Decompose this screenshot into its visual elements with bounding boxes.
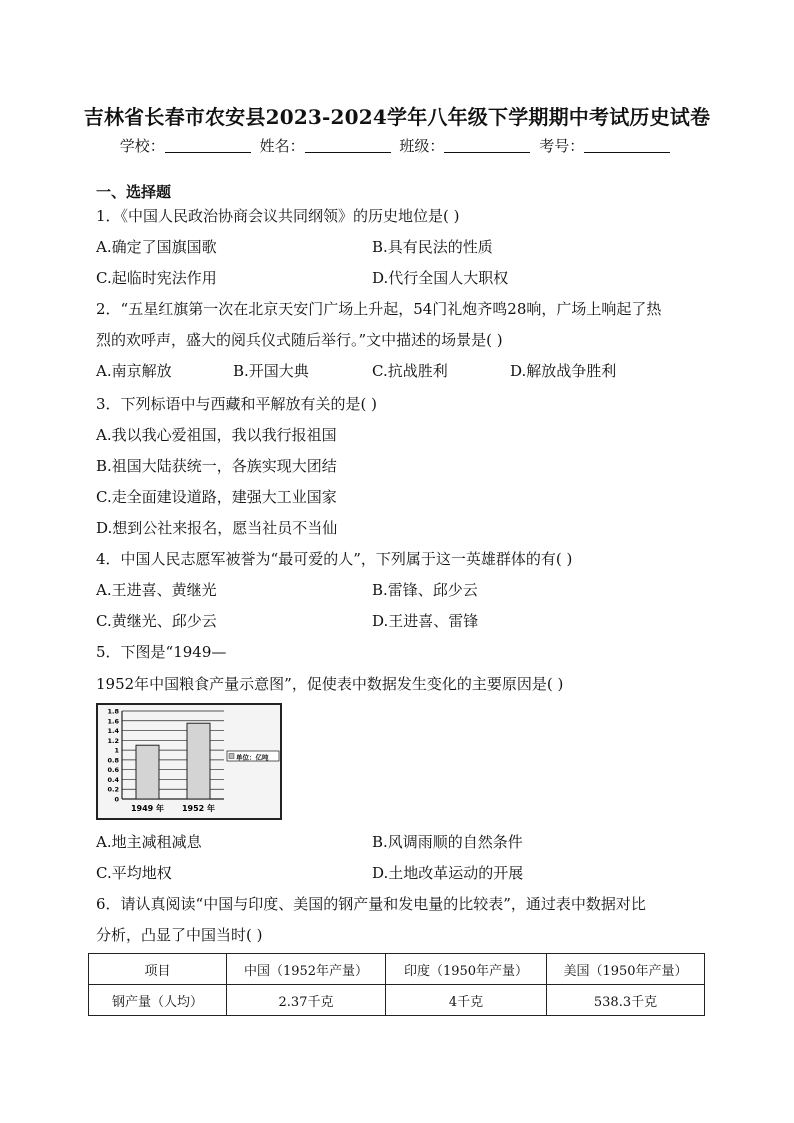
q4-option-a: A.王进喜、黄继光 (96, 581, 217, 599)
q2-stem-line2: 烈的欢呼声，盛大的阅兵仪式随后举行。”文中描述的场景是( ) (96, 331, 503, 349)
q5-stem-line1: 5．下图是“1949— (96, 643, 227, 661)
q5-option-b: B.风调雨顺的自然条件 (372, 833, 523, 851)
q3-option-d: D.想到公社来报名，愿当社员不当仙 (96, 519, 338, 537)
grain-output-chart (96, 703, 282, 820)
q4-option-d: D.王进喜、雷锋 (372, 612, 479, 630)
q6-stem-line2: 分析，凸显了中国当时( ) (96, 926, 263, 944)
school-label: 学校： (119, 137, 165, 155)
q4-option-c: C.黄继光、邱少云 (96, 612, 217, 630)
q1-option-b: B.具有民法的性质 (372, 238, 493, 256)
y-tick-label: 1.6 (107, 717, 119, 726)
grain-output-chart-svg (96, 703, 282, 820)
q1-option-d: D.代行全国人大职权 (372, 269, 509, 287)
y-tick-label: 1 (114, 746, 119, 755)
table-header-cell: 印度（1950年产量） (386, 954, 547, 985)
class-blank (444, 136, 530, 153)
y-tick-label: 1.8 (107, 707, 119, 716)
y-tick-label: 1.4 (107, 727, 119, 736)
exam-no-blank (584, 136, 670, 153)
bar (187, 723, 210, 799)
class-label: 班级： (399, 137, 445, 155)
q1-stem: 1．《中国人民政治协商会议共同纲领》的历史地位是( ) (96, 207, 460, 225)
q5-stem-line2: 1952年中国粮食产量示意图”，促使表中数据发生变化的主要原因是( ) (96, 675, 564, 693)
q3-stem: 3．下列标语中与西藏和平解放有关的是( ) (96, 395, 378, 413)
q2-option-a: A.南京解放 (96, 362, 172, 380)
name-label: 姓名： (259, 137, 305, 155)
table-cell: 4千克 (386, 985, 547, 1016)
q3-option-b: B.祖国大陆获统一，各族实现大团结 (96, 457, 337, 475)
x-tick-label: 1952 年 (181, 804, 216, 813)
student-info-row (0, 135, 794, 156)
y-tick-label: 0.2 (107, 785, 119, 794)
table-header-row (89, 954, 705, 985)
school-blank (165, 136, 251, 153)
q2-option-c: C.抗战胜利 (372, 362, 448, 380)
q1-option-c: C.起临时宪法作用 (96, 269, 217, 287)
q1-option-a: A.确定了国旗国歌 (96, 238, 217, 256)
y-tick-label: 0.6 (107, 766, 119, 775)
table-row (89, 985, 705, 1016)
legend-swatch (229, 754, 234, 759)
table-cell: 钢产量（人均） (89, 985, 227, 1016)
name-blank (305, 136, 391, 153)
exam-no-label: 考号： (539, 137, 585, 155)
table-header-cell: 美国（1950年产量） (547, 954, 705, 985)
legend-label: 单位：亿吨 (236, 753, 269, 762)
q3-option-a: A.我以我心爱祖国，我以我行报祖国 (96, 426, 337, 444)
y-tick-label: 0 (114, 795, 119, 804)
q6-stem-line1: 6．请认真阅读“中国与印度、美国的钢产量和发电量的比较表”，通过表中数据对比 (96, 895, 646, 913)
q5-option-a: A.地主减租减息 (96, 833, 202, 851)
q4-option-b: B.雷锋、邱少云 (372, 581, 478, 599)
y-tick-label: 1.2 (107, 736, 119, 745)
q5-option-c: C.平均地权 (96, 864, 172, 882)
q5-option-d: D.土地改革运动的开展 (372, 864, 524, 882)
exam-title: 吉林省长春市农安县2023-2024学年八年级下学期期中考试历史试卷 (83, 105, 711, 129)
x-tick-label: 1949 年 (130, 804, 165, 813)
comparison-table (88, 953, 705, 1016)
bar (136, 745, 159, 799)
q2-option-b: B.开国大典 (233, 362, 309, 380)
section-title: 一、选择题 (96, 183, 172, 201)
table-header-cell: 项目 (89, 954, 227, 985)
q2-option-d: D.解放战争胜利 (510, 362, 617, 380)
table-header-cell: 中国（1952年产量） (227, 954, 386, 985)
y-tick-label: 0.8 (107, 756, 119, 765)
table-cell: 2.37千克 (227, 985, 386, 1016)
q4-stem: 4．中国人民志愿军被誉为“最可爱的人”，下列属于这一英雄群体的有( ) (96, 550, 573, 568)
q3-option-c: C.走全面建设道路，建强大工业国家 (96, 488, 337, 506)
y-tick-label: 0.4 (107, 775, 119, 784)
table-cell: 538.3千克 (547, 985, 705, 1016)
q2-stem-line1: 2．“五星红旗第一次在北京天安门广场上升起，54门礼炮齐鸣28响，广场上响起了热 (96, 300, 662, 318)
